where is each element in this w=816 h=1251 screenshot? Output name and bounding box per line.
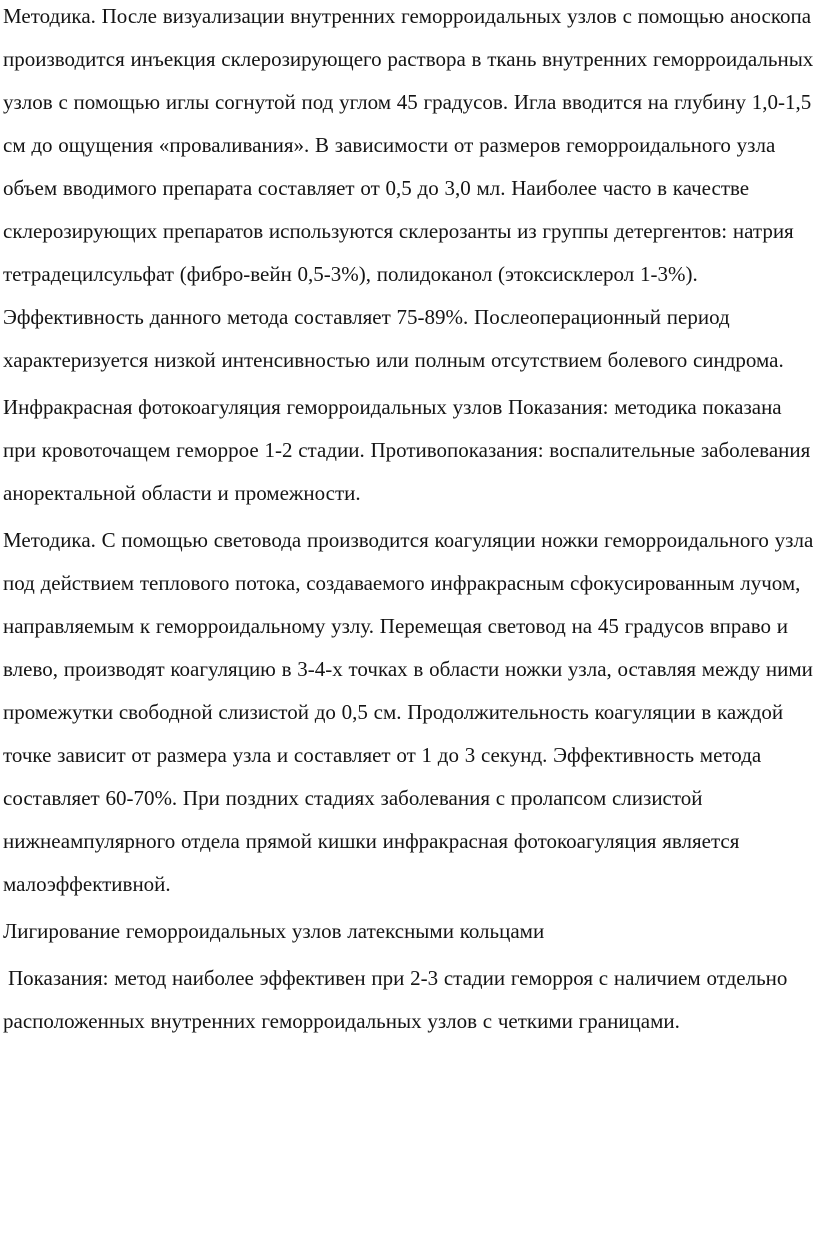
paragraph-infrared-method: Методика. С помощью световода производится коагуляции ножки геморроидального узла под действием теплового потока, создаваемого инфракрасным сфокусированным лучом, направляемым к геморроидальному узлу. Перемещая световод на 45 градусов вправо и влево, производят коагуляцию в 3-4-х точках в области ножки узла, оставляя между ними промежутки свободной слизистой до 0,5 см. Продолжительность коагуляции в каждой точке зависит от размера узла и составляет от 1 до 3 секунд. Эффективность метода составляет 60-70%. При поздних стадиях заболевания с пролапсом слизистой нижнеампулярного отдела прямой кишки инфракрасная фотокоагуляция является малоэффективной. — [3, 528, 814, 896]
paragraph-infrared-indications: Инфракрасная фотокоагуляция геморроидальных узлов Показания: методика показана при кровоточащем геморрое 1-2 стадии. Противопоказания: воспалительные заболевания аноректальной области и промежности. — [3, 395, 811, 505]
paragraph-ligation-heading: Лигирование геморроидальных узлов латексными кольцами — [3, 919, 545, 943]
paragraph-ligation-indications: Показания: метод наиболее эффективен при 2-3 стадии геморроя с наличием отдельно расположенных внутренних геморроидальных узлов с четкими границами. — [3, 966, 788, 1033]
paragraph-sclerotherapy-method: Методика. После визуализации внутренних геморроидальных узлов с помощью аноскопа производится инъекция склерозирующего раствора в ткань внутренних геморроидальных узлов с помощью иглы согнутой под углом 45 градусов. Игла вводится на глубину 1,0-1,5 см до ощущения «проваливания». В зависимости от размеров геморроидального узла объем вводимого препарата составляет от 0,5 до 3,0 мл. Наиболее часто в качестве склерозирующих препаратов используются склерозанты из группы детергентов: натрия тетрадецилсульфат (фибро-вейн 0,5-3%), полидоканол (этоксисклерол 1-3%). Эффективность данного метода составляет 75-89%. Послеоперационный период характеризуется низкой интенсивностью или полным отсутствием болевого синдрома. — [3, 4, 814, 372]
